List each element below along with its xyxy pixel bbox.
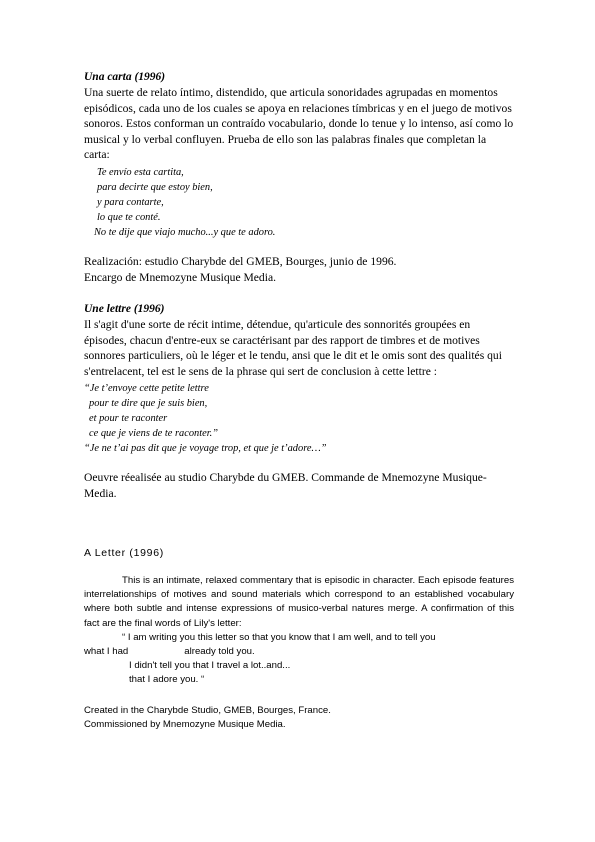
poem-line: para decirte que estoy bien, bbox=[97, 181, 213, 193]
poem-line: “Je ne t’ai pas dit que je voyage trop, et que je t’adore…” bbox=[84, 443, 327, 455]
poem-line: y para contarte, bbox=[97, 196, 164, 208]
spanish-body: Una suerte de relato íntimo, distendido, que articula sonoridades agrupadas en momentos episódicos, cada uno de los cuales se apoya en relaciones tímbricas y en el juego de motivos sonoros. Estos conforman un contraído vocabulario, donde lo tenue y lo intenso, así como lo musical y lo verbal confluyen. Prueba de ello son las palabras finales que completan la carta: bbox=[84, 86, 514, 162]
english-quote-line: “ I am writing you this letter so that you know that I am well, and to tell you bbox=[122, 631, 436, 643]
spanish-credit-commission: Encargo de Mnemozyne Musique Media. bbox=[84, 270, 276, 284]
poem-line: et pour te raconter bbox=[89, 413, 168, 425]
english-quote-fragment: already told you. bbox=[184, 646, 255, 658]
spanish-credit-production: Realización: estudio Charybde del GMEB, Bourges, junio de 1996. bbox=[84, 254, 397, 268]
poem-line: “Je t’envoye cette petite lettre bbox=[84, 383, 209, 395]
english-credit-commission: Commissioned by Mnemozyne Musique Media. bbox=[84, 718, 286, 730]
poem-line: pour te dire que je suis bien, bbox=[89, 398, 208, 410]
english-quote-fragment: what I had bbox=[84, 646, 129, 658]
spanish-title: Una carta (1996) bbox=[84, 71, 166, 83]
french-section bbox=[84, 302, 514, 502]
english-credit-studio: Created in the Charybde Studio, GMEB, Bourges, France. bbox=[84, 704, 331, 716]
english-title: A Letter (1996) bbox=[84, 547, 164, 559]
english-quote-line: I didn't tell you that I travel a lot..and... bbox=[129, 660, 291, 672]
poem-line: No te dije que viajo mucho...y que te adoro. bbox=[94, 226, 276, 238]
english-quote-line bbox=[84, 645, 514, 659]
french-credit: Oeuvre réealisée au studio Charybde du GMEB. Commande de Mnemozyne Musique-Media. bbox=[84, 471, 487, 500]
english-quote-line: that I adore you. “ bbox=[129, 674, 205, 686]
poem-line: lo que te conté. bbox=[97, 211, 161, 223]
poem-line: ce que je viens de te raconter.” bbox=[89, 428, 218, 440]
spanish-poem bbox=[84, 165, 514, 240]
poem-line: Te envío esta cartita, bbox=[97, 166, 184, 178]
french-body: Il s'agit d'une sorte de récit intime, détendue, qu'articule des sonnorités groupées en épisodes, chacun d'entre-eux se caractérisant par des rapport de timbres et de motives sonnores particuliers, où le léger et le tendu, ansi que le dit et le omis sont des qualités qui s'entrelacent, tel est le sens de la phrase qui sert de conclusion à cette lettre : bbox=[84, 318, 502, 378]
english-section bbox=[84, 546, 514, 732]
english-body: This is an intimate, relaxed commentary that is episodic in character. Each episode features interrelationships of motives and sound materials which correspond to an established vocabulary where both subtle and intense expressions of musico-verbal natures merge. A confirmation of this fact are the final words of Lily's letter: bbox=[84, 575, 514, 629]
spanish-section bbox=[84, 70, 514, 285]
french-title: Une lettre (1996) bbox=[84, 303, 165, 315]
french-poem bbox=[84, 381, 514, 456]
